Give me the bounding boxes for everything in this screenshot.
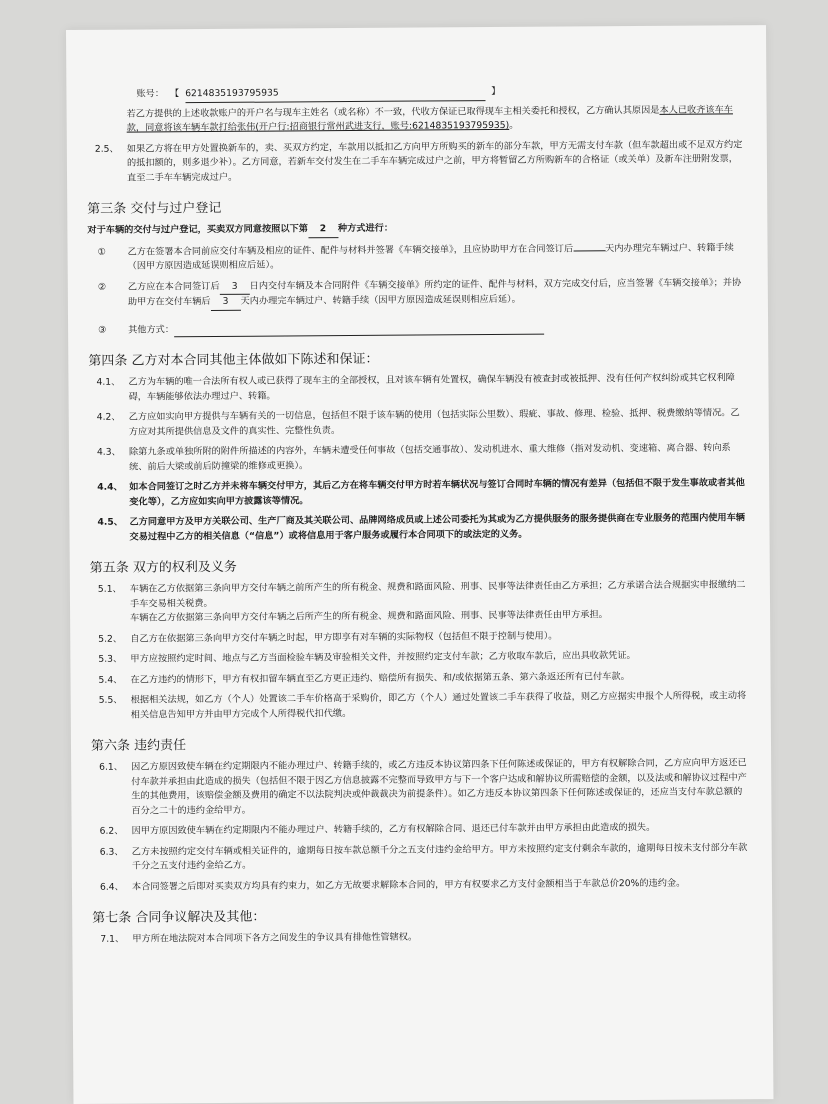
clause-7-1: 7.1、 甲方所在地法院对本合同项下各方之间发生的争议具有排他性管辖权。 bbox=[100, 931, 418, 945]
section-3-lead: 对于车辆的交付与过户登记，买卖双方同意按照以下第 2 种方式进行： bbox=[87, 222, 394, 236]
document-page bbox=[66, 25, 773, 1104]
clause-2-5 bbox=[87, 138, 747, 186]
clause-4-1: 4.1、 乙方为车辆的唯一合法所有权人或已获得了现车主的全部授权，且对该车辆有处置权，确保车辆没有被查封或被抵押、没有任何产权纠纷或其它权利障碍，车辆能够依法办理过户、转籍。 bbox=[96, 372, 735, 403]
account-close-bracket: 】 bbox=[491, 85, 501, 98]
clause-number: 2.5、 bbox=[94, 143, 119, 155]
section-6-title: 第六条 违约责任 bbox=[90, 738, 187, 754]
clause-5-3: 5.3、 甲方应按照约定时间、地点与乙方当面检验车辆及审验相关文件，并按照约定支付车款；乙方收取车款后，应出具收款凭证。 bbox=[98, 650, 636, 665]
clause-6-2: 6.2、 因甲方原因致使车辆在约定期限内不能办理过户、转籍手续的，乙方有权解除合同、退还已付车款并由甲方承担由此造成的损失。 bbox=[99, 821, 656, 837]
clause-6-3: 6.3、 乙方未按照约定交付车辆或相关证件的，逾期每日按车款总额千分之五支付违约金给甲方。甲方未按照约定支付剩余车款的，逾期每日按未支付部分车款千分之五支付违约金给乙方。 bbox=[99, 841, 748, 872]
document-content bbox=[86, 83, 752, 947]
account-number: 6214835193795935 bbox=[185, 85, 485, 103]
option-3: ③ 其他方式： bbox=[88, 319, 748, 338]
account-open-bracket: 【 bbox=[169, 88, 180, 100]
account-line bbox=[86, 83, 746, 103]
clause-4-5: 4.5、 乙方同意甲方及甲方关联公司、生产厂商及其关联公司、品牌网络成员或上述公司委托为其或为乙方提供服务的服务提供商在专业服务的范围内使用车辆交易过程中乙方的相关信息（“信息”）或将信息用于客户服务或履行本合同项下的或法定的义务。 bbox=[97, 512, 746, 543]
clause-4-4: 4.4、 如本合同签订之时乙方并未将车辆交付甲方，其后乙方在将车辆交付甲方时若车辆状况与签订合同时车辆的情况有差异（包括但不限于发生事故或者其他变化等），乙方应如实向甲方披露该等情况。 bbox=[97, 477, 745, 508]
clause-5-1: 5.1、 车辆在乙方依据第三条向甲方交付车辆之前所产生的所有税金、规费和路面风险、刑事、民事等法律责任由乙方承担；乙方承诺合法合规据实申报缴纳二手车交易相关税费。 车辆在乙方依据第三条向甲方交付车辆之后所产生的所有税金、规费和路面风险、刑事、民事等法律责任由甲方承担。 bbox=[97, 579, 746, 624]
method-choice: 2 bbox=[308, 222, 338, 238]
section-5-title: 第五条 双方的权利及义务 bbox=[89, 559, 237, 576]
section-7-title: 第七条 合同争议解决及其他： bbox=[92, 909, 266, 926]
option-2-delivery-days: 3 bbox=[220, 279, 250, 295]
account-label: 账号： bbox=[136, 88, 165, 100]
option-2-transfer-days: 3 bbox=[211, 295, 241, 311]
option-1-days-blank bbox=[573, 250, 605, 251]
intro-paragraph: 若乙方提供的上述收款账户的开户名与现车主姓名（或名称）不一致，代收方保证已取得现车主相关委托和授权，乙方确认其原因是本人已收齐该车车款，同意将该车辆车款打给张伟(开户行:招商银行常州武进支行，账号:6214835193795935)。 bbox=[126, 103, 733, 134]
intro-underlined: 本人已收齐该车车款，同意将该车辆车款打给张伟(开户行:招商银行常州武进支行，账号:6214835193795935) bbox=[126, 103, 733, 134]
section-3-title: 第三条 交付与过户登记 bbox=[87, 200, 222, 217]
clause-5-5: 5.5、 根据相关法规，如乙方（个人）处置该二手车价格高于采购价，即乙方（个人）通过处置该二手车获得了收益，则乙方应据实申报个人所得税，或主动将相关信息告知甲方并由甲方完成个人所得税代扣代缴。 bbox=[98, 690, 747, 721]
section-4-title: 第四条 乙方对本合同其他主体做如下陈述和保证： bbox=[88, 351, 379, 369]
option-2: ② 乙方应在本合同签订后 3 日内交付车辆及本合同附件《车辆交接单》所约定的证件、配件与材料，双方完成交付后，应当签署《车辆交接单》；并协助甲方在交付车辆后 3 天内办理完车辆过户、转籍手续（因甲方原因造成延误则相应后延）。 bbox=[88, 276, 748, 312]
option-1: ① 乙方在签署本合同前应交付车辆及相应的证件、配件与材料并签署《车辆交接单》，且应协助甲方在合同签订后 天内办理完车辆过户、转籍手续（因甲方原因造成延误则相应后延）。 bbox=[97, 241, 734, 272]
clause-4-2: 4.2、 乙方应如实向甲方提供与车辆有关的一切信息，包括但不限于该车辆的使用（包括实际公里数）、瑕疵、事故、修理、检验、抵押、税费缴纳等情况。乙方应对其所提供信息及文件的真实性、完整性负责。 bbox=[96, 407, 740, 438]
clause-5-2: 5.2、 自乙方在依据第三条向甲方交付车辆之时起，甲方即享有对车辆的实际物权（包括但不限于控制与使用）。 bbox=[98, 630, 558, 645]
clause-4-3: 4.3、 除第九条或单独所附的附件所描述的内容外，车辆未遭受任何事故（包括交通事故）、发动机进水、重大维修（指对发动机、变速箱、离合器、转向系统、前后大梁或前后防撞梁的维修或更换）。 bbox=[96, 442, 731, 473]
clause-6-1: 6.1、 因乙方原因致使车辆在约定期限内不能办理过户、转籍手续的，或乙方违反本协议第四条下任何陈述或保证的，甲方有权解除合同，乙方应向甲方返还已付车款并承担由此造成的损失（包括但不限于因乙方信息披露不完整而导致甲方与下一个客户达成和解协议所需赔偿的金额，以及法或和解协议过程中产生的其他费用，该赔偿金额及费用的确定不以法院判决或仲裁裁决为前提条件）。如乙方违反本协议第四条下任何陈述或保证的，还应当支付车款总额的百分之二十的违约金给甲方。 bbox=[99, 757, 747, 817]
clause-text: 如果乙方将在甲方处置换新车的，卖、买双方约定，车款用以抵扣乙方向甲方所购买的新车的部分车款，甲方无需支付车款（但车款超出或不足双方约定的抵扣额的，则多退少补）。乙方同意，若新车交付发生在二手车车辆完成过户之前，甲方将暂留乙方所购新车的合格证（或关单）及新车注册附发票，直至二手车车辆完成过户。 bbox=[126, 138, 743, 184]
other-method-line bbox=[174, 334, 544, 338]
clause-6-4: 6.4、 本合同签署之后即对买卖双方均具有约束力，如乙方无故要求解除本合同的，甲方有权要求乙方支付金额相当于车款总价20%的违约金。 bbox=[99, 877, 686, 893]
clause-5-4: 5.4、 在乙方违约的情形下，甲方有权扣留车辆直至乙方更正违约、赔偿所有损失、和/或依据第五条、第六条返还所有已付车款。 bbox=[98, 670, 630, 686]
